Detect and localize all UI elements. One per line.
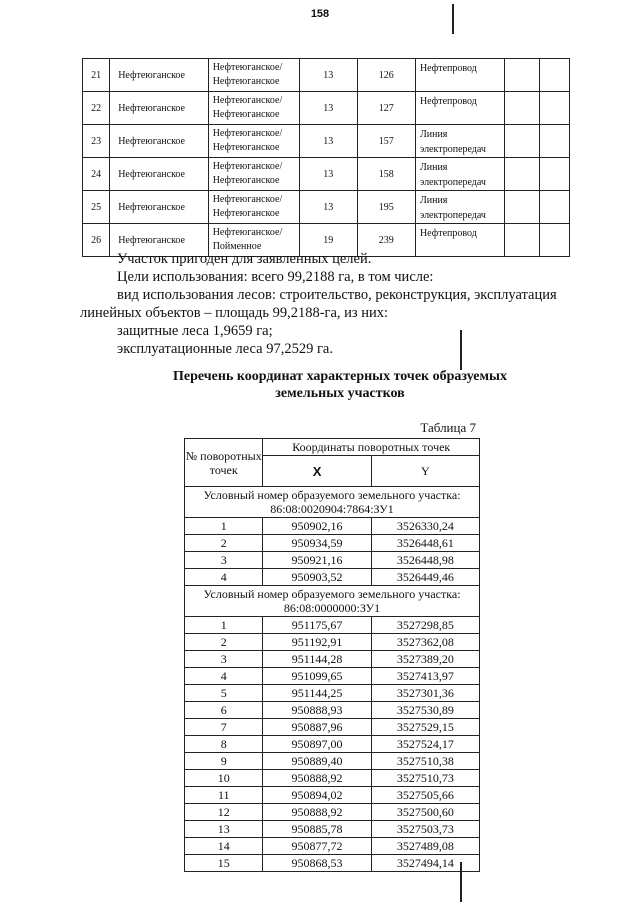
empty-cell [504, 158, 539, 191]
header-x: X [263, 456, 371, 487]
forestry-line2: Нефтеюганское [212, 175, 280, 186]
point-number: 4 [185, 668, 263, 685]
point-number: 3 [185, 552, 263, 569]
header-y: Y [371, 456, 479, 487]
point-number: 4 [185, 569, 263, 586]
object-line1: Линия [419, 195, 448, 206]
district: Нефтеюганское [110, 59, 208, 92]
row-number: 21 [83, 59, 110, 92]
coord-y: 3527494,14 [371, 855, 479, 872]
paragraph-operational: эксплуатационные леса 97,2529 га. [117, 341, 333, 357]
table-row [185, 719, 480, 736]
empty-cell [540, 191, 570, 224]
object-line1: Линия [419, 162, 448, 173]
allotment: 195 [357, 191, 415, 224]
table-row [83, 191, 570, 224]
coord-y: 3527510,73 [371, 770, 479, 787]
coord-y: 3527389,20 [371, 651, 479, 668]
coord-x: 950877,72 [263, 838, 371, 855]
point-number: 5 [185, 685, 263, 702]
forestry-line1: Нефтеюганское/ [212, 161, 283, 172]
empty-cell [504, 59, 539, 92]
object-type [415, 125, 504, 158]
point-number: 11 [185, 787, 263, 804]
object-type [415, 59, 504, 92]
coordinates-table [184, 438, 480, 872]
coord-x: 950902,16 [263, 518, 371, 535]
coord-x: 951175,67 [263, 617, 371, 634]
table-row [83, 59, 570, 92]
forestry [208, 59, 299, 92]
object-type [415, 158, 504, 191]
point-number: 7 [185, 719, 263, 736]
table-row [185, 770, 480, 787]
coord-y: 3527413,97 [371, 668, 479, 685]
object-line2: электропередач [419, 210, 486, 221]
table-row [185, 787, 480, 804]
district: Нефтеюганское [110, 224, 208, 257]
point-number: 12 [185, 804, 263, 821]
row-number: 22 [83, 92, 110, 125]
coord-y: 3527529,15 [371, 719, 479, 736]
table-row [185, 838, 480, 855]
allotment: 126 [357, 59, 415, 92]
paragraph-use-type: вид использования лесов: строительство, реконструкция, эксплуатация [117, 287, 557, 303]
paragraph-protective: защитные леса 1,9659 га; [117, 323, 273, 339]
table-row [185, 821, 480, 838]
section-title-line2: земельных участков [275, 386, 405, 401]
table-row [185, 668, 480, 685]
coord-x: 950888,92 [263, 770, 371, 787]
table-row [185, 855, 480, 872]
object-line2: электропередач [419, 177, 486, 188]
coord-x: 950903,52 [263, 569, 371, 586]
coord-y: 3527505,66 [371, 787, 479, 804]
point-number: 14 [185, 838, 263, 855]
object-line1: Нефтепровод [419, 96, 477, 107]
coord-x: 950889,40 [263, 753, 371, 770]
object-line2: электропередач [419, 144, 486, 155]
allotment: 157 [357, 125, 415, 158]
forestry [208, 125, 299, 158]
quarter: 13 [299, 59, 357, 92]
forestry-line2: Нефтеюганское [212, 109, 280, 120]
coord-x: 950885,78 [263, 821, 371, 838]
table-row [185, 753, 480, 770]
body-text [80, 250, 580, 358]
empty-cell [504, 92, 539, 125]
point-number: 2 [185, 634, 263, 651]
table-row [185, 634, 480, 651]
coord-y: 3527524,17 [371, 736, 479, 753]
quarter: 13 [299, 158, 357, 191]
table-row [185, 569, 480, 586]
row-number: 24 [83, 158, 110, 191]
quarter: 19 [299, 224, 357, 257]
empty-cell [540, 59, 570, 92]
section-title [120, 368, 560, 402]
empty-cell [504, 191, 539, 224]
forestry-line2: Нефтеюганское [212, 76, 280, 87]
coord-x: 950887,96 [263, 719, 371, 736]
coord-x: 950921,16 [263, 552, 371, 569]
section-header-row [185, 586, 480, 617]
district: Нефтеюганское [110, 125, 208, 158]
district: Нефтеюганское [110, 158, 208, 191]
header-point-number: № поворотных точек [185, 439, 263, 487]
point-number: 9 [185, 753, 263, 770]
coord-y: 3527530,89 [371, 702, 479, 719]
forestry-line1: Нефтеюганское/ [212, 95, 283, 106]
row-number: 26 [83, 224, 110, 257]
coord-x: 950894,02 [263, 787, 371, 804]
quarter: 13 [299, 125, 357, 158]
district: Нефтеюганское [110, 92, 208, 125]
section-title-line1: Перечень координат характерных точек образуемых [173, 369, 507, 384]
coord-x: 950934,59 [263, 535, 371, 552]
coord-x: 951144,25 [263, 685, 371, 702]
coord-y: 3527298,85 [371, 617, 479, 634]
coord-x: 950868,53 [263, 855, 371, 872]
coord-y: 3526330,24 [371, 518, 479, 535]
coord-y: 3526448,98 [371, 552, 479, 569]
forestry [208, 158, 299, 191]
parcel-number: Условный номер образуемого земельного участка: 86:08:0000000:ЗУ1 [185, 586, 480, 617]
forestry-line2: Нефтеюганское [212, 142, 280, 153]
section-header-row [185, 487, 480, 518]
table-row [185, 702, 480, 719]
point-number: 1 [185, 617, 263, 634]
empty-cell [504, 125, 539, 158]
header-coordinates: Координаты поворотных точек [263, 439, 480, 456]
quarter: 13 [299, 92, 357, 125]
table-row [185, 804, 480, 821]
coord-y: 3527503,73 [371, 821, 479, 838]
point-number: 15 [185, 855, 263, 872]
coord-x: 950888,93 [263, 702, 371, 719]
allotment: 239 [357, 224, 415, 257]
coord-x: 951144,28 [263, 651, 371, 668]
table-row [83, 92, 570, 125]
parcel-number: Условный номер образуемого земельного участка: 86:08:0020904:7864:ЗУ1 [185, 487, 480, 518]
forestry-line1: Нефтеюганское/ [212, 62, 283, 73]
empty-cell [540, 158, 570, 191]
paragraph-suitability: Участок пригоден для заявленных целей. [117, 251, 372, 267]
header-row [185, 439, 480, 456]
point-number: 8 [185, 736, 263, 753]
coord-x: 950888,92 [263, 804, 371, 821]
object-line1: Нефтепровод [419, 228, 477, 239]
coord-y: 3527301,36 [371, 685, 479, 702]
coord-y: 3527510,38 [371, 753, 479, 770]
forestry-line1: Нефтеюганское/ [212, 194, 283, 205]
table-row [185, 685, 480, 702]
object-line1: Нефтепровод [419, 63, 477, 74]
point-number: 13 [185, 821, 263, 838]
forestry-line1: Нефтеюганское/ [212, 227, 283, 238]
object-line1: Линия [419, 129, 448, 140]
row-number: 23 [83, 125, 110, 158]
paragraph-purposes: Цели использования: всего 99,2188 га, в том числе: [117, 269, 434, 285]
table-label: Таблица 7 [420, 420, 476, 435]
object-type [415, 92, 504, 125]
table-row [185, 617, 480, 634]
empty-cell [540, 92, 570, 125]
forestry-line2: Пойменное [212, 241, 262, 252]
table-row [83, 125, 570, 158]
coord-x: 951192,91 [263, 634, 371, 651]
object-type [415, 191, 504, 224]
table-row [185, 518, 480, 535]
allotment: 158 [357, 158, 415, 191]
point-number: 10 [185, 770, 263, 787]
empty-cell [540, 125, 570, 158]
scan-mark-top [452, 4, 454, 34]
quarter: 13 [299, 191, 357, 224]
paragraph-use-type-cont: линейных объектов – площадь 99,2188-га, из них: [80, 305, 389, 321]
point-number: 1 [185, 518, 263, 535]
top-table [82, 58, 570, 257]
point-number: 6 [185, 702, 263, 719]
coord-y: 3527362,08 [371, 634, 479, 651]
coord-y: 3527489,08 [371, 838, 479, 855]
forestry [208, 191, 299, 224]
forestry-line1: Нефтеюганское/ [212, 128, 283, 139]
table-row [185, 535, 480, 552]
point-number: 3 [185, 651, 263, 668]
forestry-line2: Нефтеюганское [212, 208, 280, 219]
coord-y: 3526449,46 [371, 569, 479, 586]
forestry [208, 92, 299, 125]
table-row [83, 158, 570, 191]
table-row [185, 736, 480, 753]
coord-y: 3527500,60 [371, 804, 479, 821]
table-row [185, 552, 480, 569]
page-number: 158 [310, 8, 330, 20]
allotment: 127 [357, 92, 415, 125]
district: Нефтеюганское [110, 191, 208, 224]
point-number: 2 [185, 535, 263, 552]
coord-x: 951099,65 [263, 668, 371, 685]
coord-x: 950897,00 [263, 736, 371, 753]
row-number: 25 [83, 191, 110, 224]
table-row [185, 651, 480, 668]
coord-y: 3526448,61 [371, 535, 479, 552]
